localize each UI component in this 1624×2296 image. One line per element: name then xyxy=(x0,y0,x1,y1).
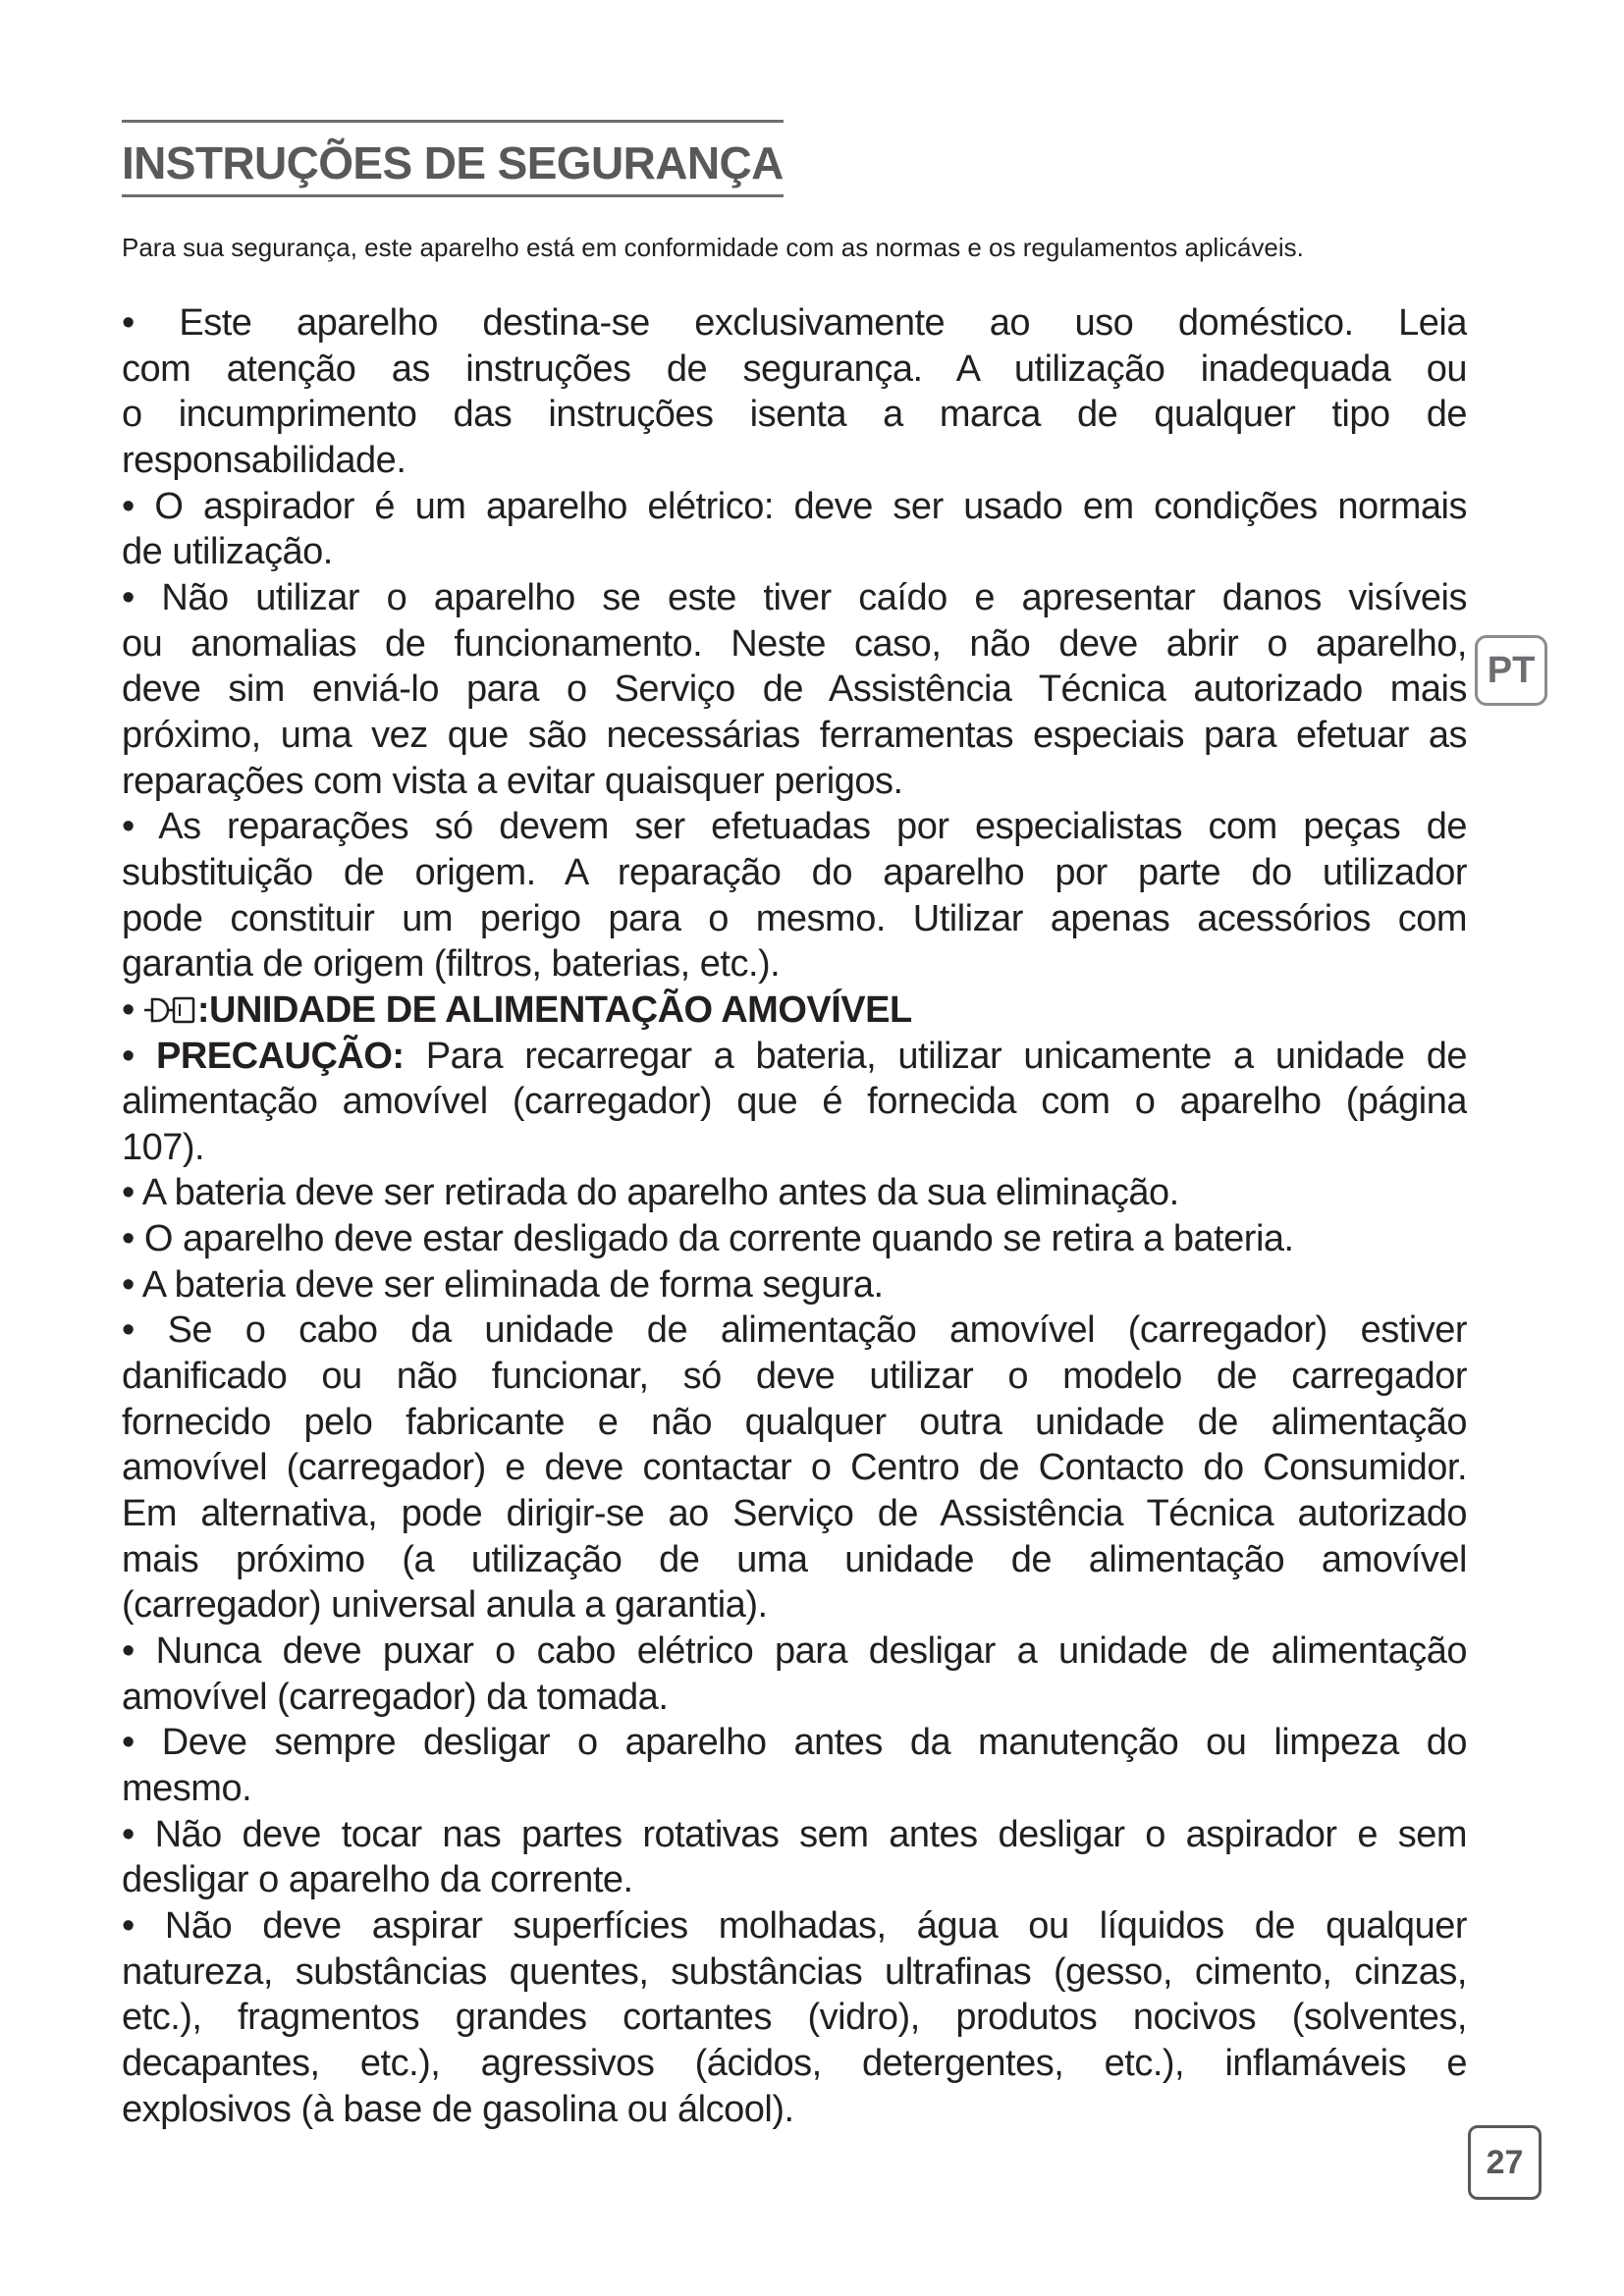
text-line xyxy=(122,1629,1467,1675)
language-tab-label: PT xyxy=(1487,649,1536,691)
text-line xyxy=(122,1949,1467,1996)
line-text: Não deve aspirar superfícies molhadas, água ou líquidos de qualquer xyxy=(164,1904,1467,1947)
bullet: • xyxy=(122,576,135,618)
text-line xyxy=(122,1034,1467,1080)
text-line xyxy=(122,1766,1467,1812)
text-line xyxy=(122,941,1467,988)
text-line xyxy=(122,667,1467,713)
line-text: Não deve tocar nas partes rotativas sem antes desligar o aspirador e sem xyxy=(154,1813,1467,1855)
line-text: As reparações só devem ser efetuadas por especialistas com peças de xyxy=(158,806,1467,848)
bullet: • xyxy=(122,1263,135,1306)
line-text: Deve sempre desligar o aparelho antes da manutenção ou limpeza do xyxy=(161,1722,1467,1764)
safety-instructions-list xyxy=(122,300,1467,2132)
bullet: • xyxy=(122,1722,135,1764)
text-line xyxy=(122,1537,1467,1583)
line-text: danificado ou não funcionar, só deve utilizar o modelo de carregador xyxy=(122,1356,1467,1398)
line-text: reparações com vista a evitar quaisquer perigos. xyxy=(122,760,903,802)
subsection-heading-separator: : xyxy=(196,988,210,1031)
line-text: amovível (carregador) da tomada. xyxy=(122,1676,669,1718)
subsection-heading xyxy=(122,988,1467,1034)
text-line xyxy=(122,759,1467,805)
text-line xyxy=(122,1812,1467,1858)
line-text: ou anomalias de funcionamento. Neste caso, não deve abrir o aparelho, xyxy=(122,622,1467,665)
bullet: • xyxy=(122,1813,135,1855)
bullet: • xyxy=(122,1172,135,1214)
line-text: (carregador) universal anula a garantia). xyxy=(122,1584,768,1627)
text-line xyxy=(122,1491,1467,1537)
text-line xyxy=(122,300,1467,347)
text-line xyxy=(122,484,1467,530)
safety-item xyxy=(122,1170,1467,1216)
bullet: • xyxy=(122,485,135,527)
intro-text: Para sua segurança, este aparelho está em conformidade com as normas e os regulamentos aplicáveis. xyxy=(122,233,1304,262)
text-line xyxy=(122,713,1467,759)
text-line xyxy=(122,621,1467,667)
line-text: amovível (carregador) e deve contactar o Centro de Contacto do Consumidor. xyxy=(122,1447,1467,1489)
text-line xyxy=(122,804,1467,850)
caution-label: PRECAUÇÃO: xyxy=(156,1035,405,1077)
bullet: • xyxy=(122,1630,135,1673)
line-text: 107). xyxy=(122,1126,205,1168)
line-text: O aspirador é um aparelho elétrico: deve ser usado em condições normais xyxy=(154,485,1467,527)
bullet: • xyxy=(122,1309,135,1352)
text-line xyxy=(122,392,1467,438)
bullet: • xyxy=(122,302,135,344)
subsection-heading-text: UNIDADE DE ALIMENTAÇÃO AMOVÍVEL xyxy=(209,988,912,1031)
text-line xyxy=(122,1400,1467,1446)
text-line xyxy=(122,1216,1467,1262)
safety-item xyxy=(122,1720,1467,1811)
text-line xyxy=(122,1857,1467,1903)
text-line xyxy=(122,1125,1467,1171)
page-title: INSTRUÇÕES DE SEGURANÇA xyxy=(122,137,784,188)
caution-item xyxy=(122,1034,1467,1171)
text-line xyxy=(122,1582,1467,1629)
safety-item xyxy=(122,1812,1467,1903)
safety-item xyxy=(122,575,1467,804)
language-tab xyxy=(1475,635,1547,706)
text-line xyxy=(122,347,1467,393)
line-text: Não utilizar o aparelho se este tiver caído e apresentar danos visíveis xyxy=(161,576,1467,618)
line-text: etc.), fragmentos grandes cortantes (vidro), produtos nocivos (solventes, xyxy=(122,1997,1467,2039)
line-text: mesmo. xyxy=(122,1768,252,1809)
text-line xyxy=(122,896,1467,942)
text-line xyxy=(122,1262,1467,1308)
line-text: Se o cabo da unidade de alimentação amovível (carregador) estiver xyxy=(167,1309,1467,1352)
line-text: explosivos (à base de gasolina ou álcool). xyxy=(122,2088,794,2130)
line-text: próximo, uma vez que são necessárias ferramentas especiais para efetuar as xyxy=(122,714,1467,756)
bullet: • xyxy=(122,806,135,848)
text-line xyxy=(122,850,1467,896)
line-text: A bateria deve ser eliminada de forma segura. xyxy=(141,1263,884,1306)
line-text: de utilização. xyxy=(122,531,333,573)
bullet: • xyxy=(122,1904,135,1947)
safety-item xyxy=(122,300,1467,484)
text-line xyxy=(122,2087,1467,2133)
text-line xyxy=(122,1308,1467,1354)
power-supply-icon xyxy=(144,992,195,1028)
safety-item xyxy=(122,484,1467,575)
line-text: substituição de origem. A reparação do aparelho por parte do utilizador xyxy=(122,851,1467,893)
safety-item xyxy=(122,1629,1467,1720)
line-text: deve sim enviá-lo para o Serviço de Assistência Técnica autorizado mais xyxy=(122,668,1467,711)
text-line xyxy=(122,438,1467,484)
line-text: fornecido pelo fabricante e não qualquer outra unidade de alimentação xyxy=(122,1401,1467,1443)
page-number-box xyxy=(1468,2125,1542,2200)
text-line xyxy=(122,575,1467,621)
safety-item xyxy=(122,804,1467,988)
safety-item xyxy=(122,1262,1467,1308)
text-line xyxy=(122,1720,1467,1766)
line-text: decapantes, etc.), agressivos (ácidos, detergentes, etc.), inflamáveis e xyxy=(122,2042,1467,2084)
line-text: Nunca deve puxar o cabo elétrico para desligar a unidade de alimentação xyxy=(155,1630,1467,1673)
line-text: com atenção as instruções de segurança. A utilização inadequada ou xyxy=(122,347,1467,390)
text-line xyxy=(122,1079,1467,1125)
line-text: pode constituir um perigo para o mesmo. Utilizar apenas acessórios com xyxy=(122,897,1467,939)
text-line xyxy=(122,2041,1467,2087)
safety-item xyxy=(122,1308,1467,1629)
bullet: • xyxy=(122,1035,135,1077)
line-text: O aparelho deve estar desligado da corrente quando se retira a bateria. xyxy=(143,1218,1294,1260)
line-text: A bateria deve ser retirada do aparelho antes da sua eliminação. xyxy=(141,1172,1179,1214)
text-line xyxy=(122,1675,1467,1721)
text-line xyxy=(122,1445,1467,1491)
line-text: alimentação amovível (carregador) que é fornecida com o aparelho (página xyxy=(122,1081,1467,1123)
safety-item xyxy=(122,1903,1467,2132)
line-text: o incumprimento das instruções isenta a marca de qualquer tipo de xyxy=(122,394,1467,436)
line-text: natureza, substâncias quentes, substâncias ultrafinas (gesso, cimento, cinzas, xyxy=(122,1950,1467,1993)
subsection-heading-item xyxy=(122,988,1467,1034)
line-text: Em alternativa, pode dirigir-se ao Serviço de Assistência Técnica autorizado xyxy=(122,1493,1467,1535)
line-text: mais próximo (a utilização de uma unidade de alimentação amovível xyxy=(122,1538,1467,1580)
section-header xyxy=(122,120,784,197)
line-text: responsabilidade. xyxy=(122,439,406,481)
bullet: • xyxy=(122,1218,135,1260)
safety-item xyxy=(122,1216,1467,1262)
line-text: desligar o aparelho da corrente. xyxy=(122,1859,633,1901)
line-text: garantia de origem (filtros, baterias, etc.). xyxy=(122,943,781,986)
text-line xyxy=(122,1903,1467,1949)
text-line xyxy=(122,1170,1467,1216)
text-line xyxy=(122,1995,1467,2041)
bullet: • xyxy=(122,988,135,1031)
line-text: Este aparelho destina-se exclusivamente ao uso doméstico. Leia xyxy=(179,302,1467,344)
text-line xyxy=(122,1354,1467,1400)
page-number: 27 xyxy=(1486,2143,1524,2181)
text-line xyxy=(122,529,1467,575)
line-text: Para recarregar a bateria, utilizar unicamente a unidade de xyxy=(425,1035,1467,1077)
